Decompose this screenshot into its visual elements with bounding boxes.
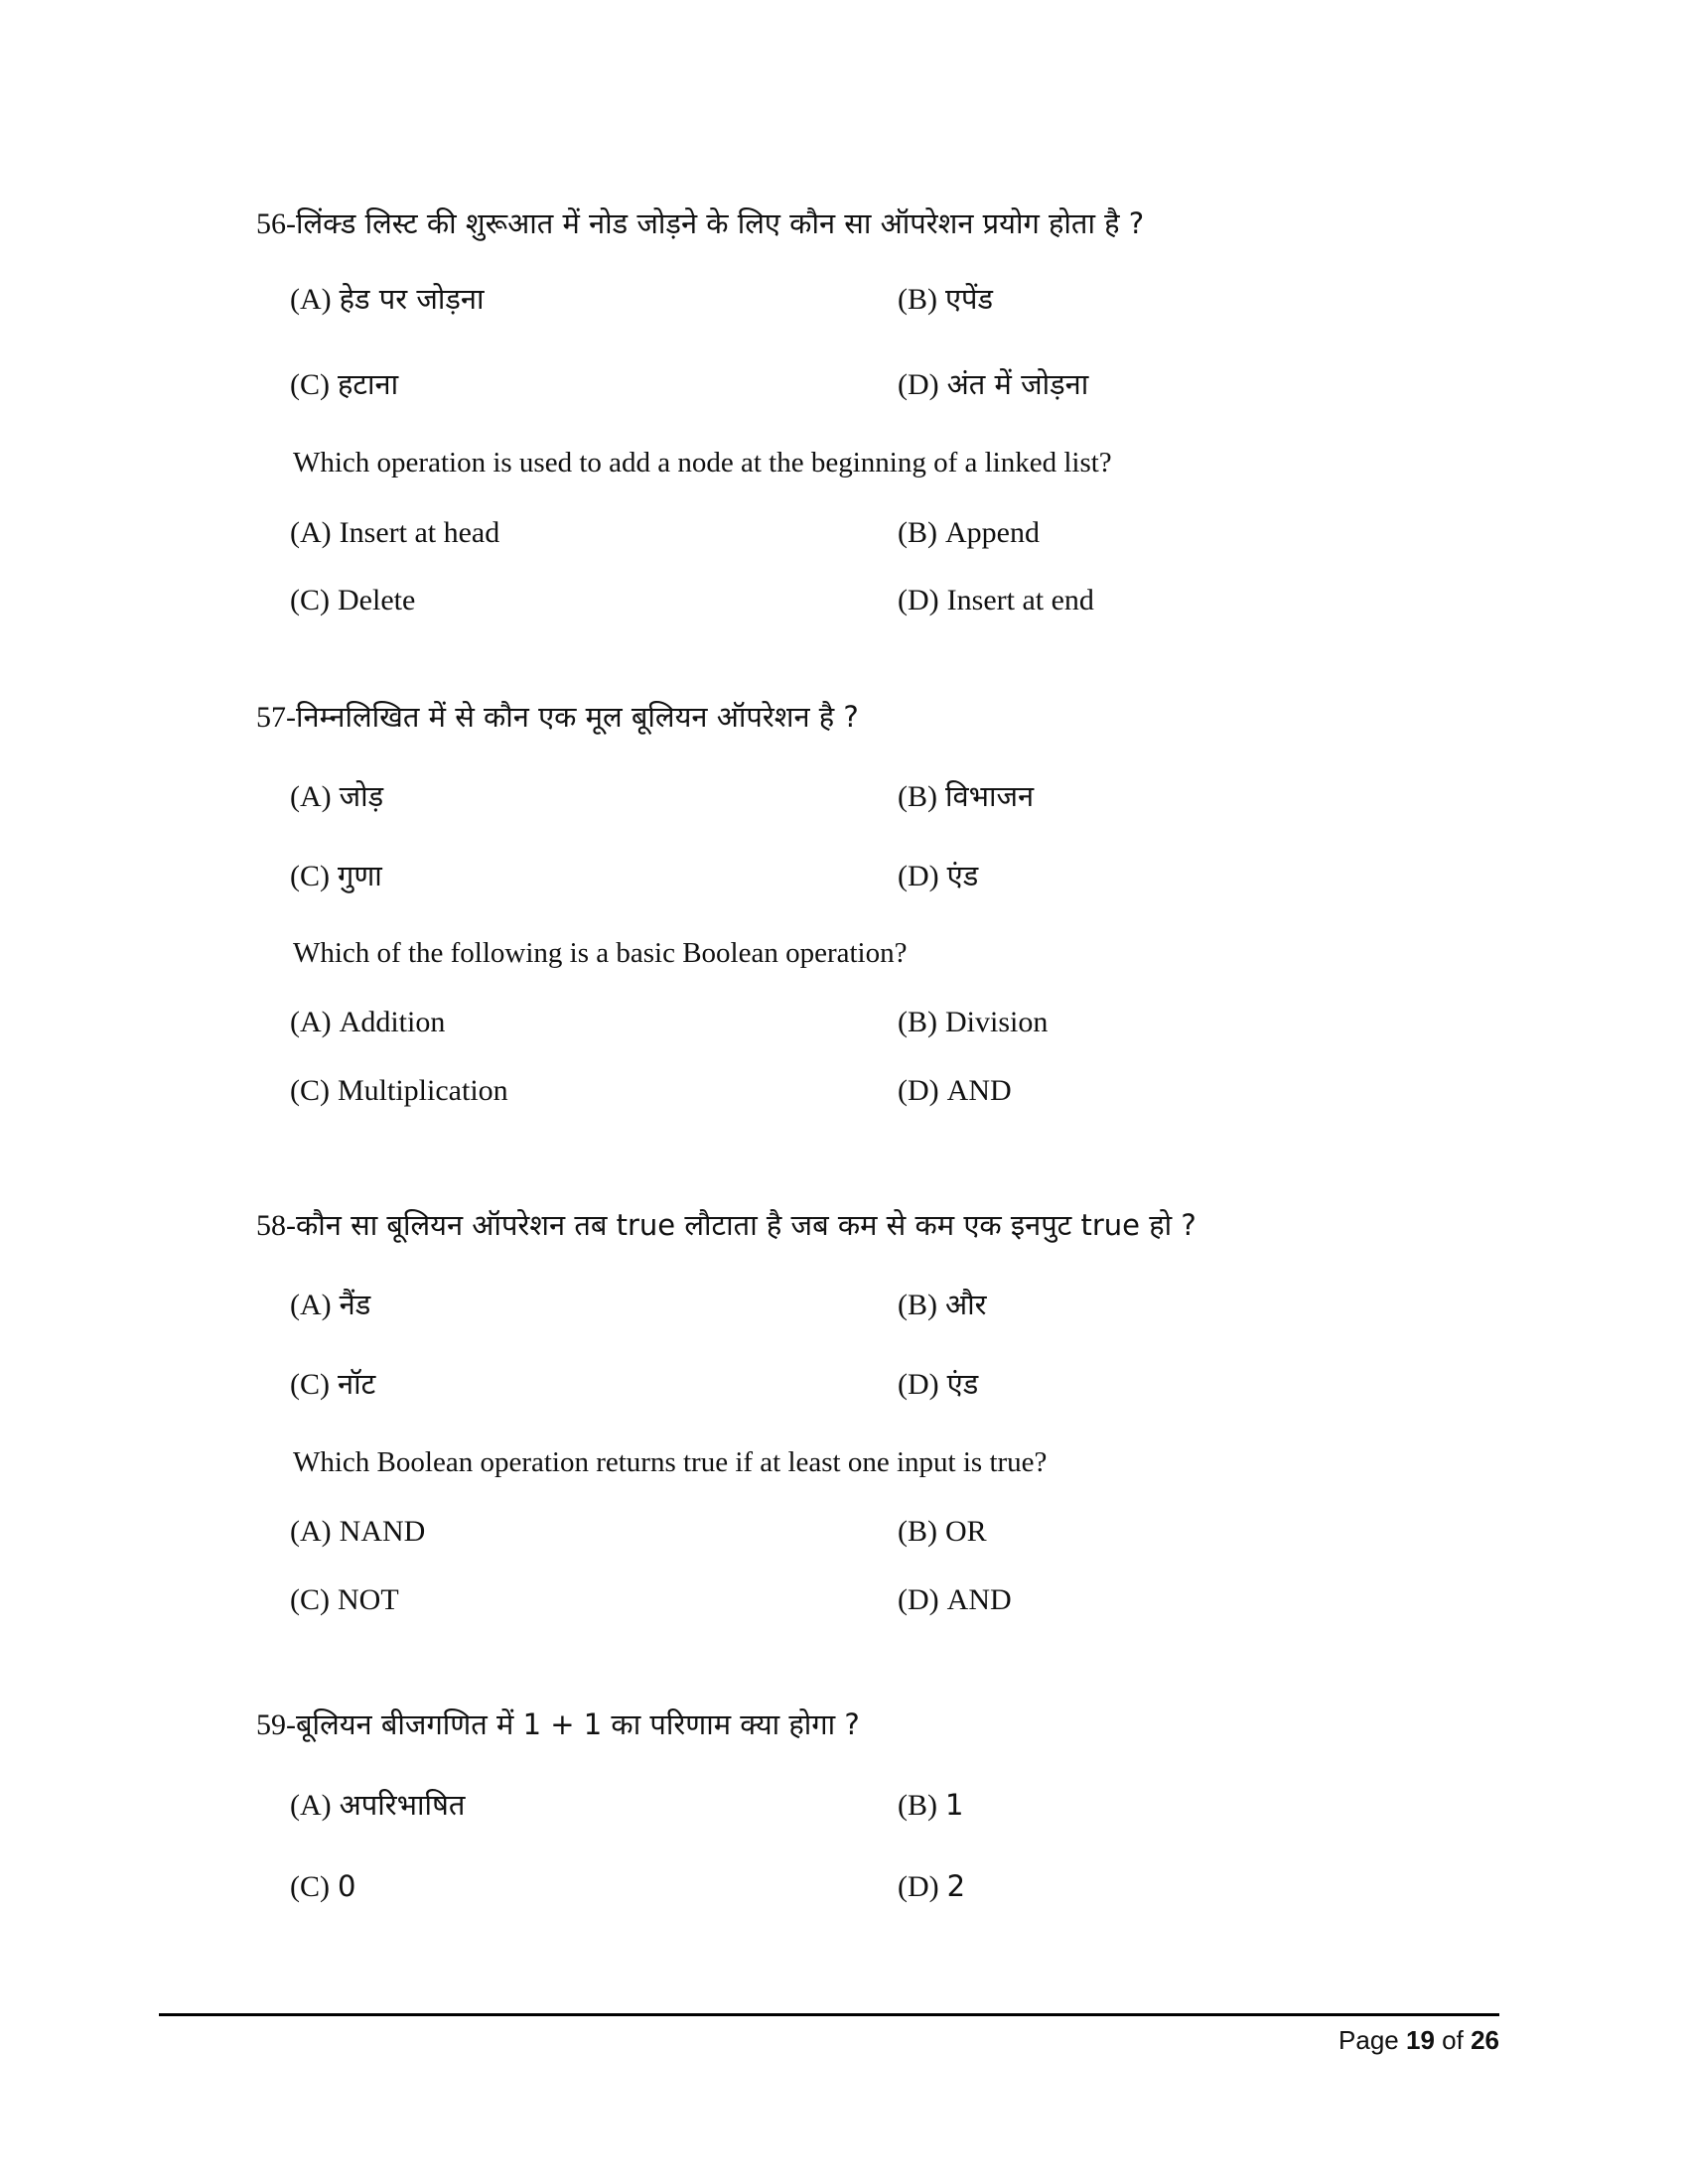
option-c [290,367,399,401]
page-total: 26 [1471,2025,1499,2055]
option-tag: (D) [898,584,939,616]
question-number: 57- [256,701,296,734]
option-tag: (C) [290,1368,330,1401]
option-tag: (B) [898,1289,937,1321]
option-text: 0 [338,1869,356,1903]
option-b [898,1288,987,1321]
option-text: NAND [339,1515,426,1548]
question-58 [256,1208,1196,1242]
option-text: 1 [945,1788,964,1822]
option-text: Addition [339,1006,446,1038]
option-text: नॉट [338,1367,376,1401]
question-59 [256,1707,860,1741]
page-number [1338,2025,1499,2056]
question-text-english: Which operation is used to add a node at the beginning of a linked list? [293,447,1112,478]
option-a [290,282,485,316]
option-text: गुणा [338,859,382,892]
option-text: OR [945,1515,987,1548]
option-tag: (A) [290,516,332,549]
option-c [290,859,382,892]
option-tag: (C) [290,584,330,616]
question-number: 59- [256,1708,296,1741]
option-c [290,1585,399,1615]
option-tag: (A) [290,780,332,813]
option-b [898,282,994,316]
footer-divider [159,2013,1499,2016]
option-d [898,586,1094,615]
question-text-hindi: निम्नलिखित में से कौन एक मूल बूलियन ऑपरेशन है ? [296,700,859,734]
option-tag: (C) [290,1870,330,1903]
question-57 [256,700,859,734]
option-text: एंड [946,859,979,892]
option-a [290,518,499,548]
option-b [898,779,1035,813]
page-current: 19 [1406,2025,1435,2055]
option-b [898,518,1040,548]
option-text: अपरिभाषित [339,1788,466,1822]
option-tag: (C) [290,860,330,892]
option-tag: (D) [898,1368,939,1401]
option-text: Delete [338,584,416,616]
page-label: Page [1338,2025,1399,2055]
option-a [290,1008,445,1037]
option-text: AND [946,1074,1012,1107]
option-text: NOT [338,1583,399,1616]
question-56 [256,206,1145,240]
option-tag: (D) [898,1583,939,1616]
option-text: Insert at head [339,516,500,549]
question-text-hindi: बूलियन बीजगणित में 1 + 1 का परिणाम क्या होगा ? [296,1707,860,1741]
option-tag: (A) [290,1789,332,1822]
option-text: एपेंड [945,282,994,316]
option-d [898,1869,966,1903]
option-tag: (B) [898,283,937,316]
option-c [290,1869,356,1903]
option-text: और [945,1288,987,1321]
option-d [898,1585,1012,1615]
option-text: जोड़ [339,779,384,813]
option-c [290,1076,508,1106]
option-b [898,1517,987,1547]
option-tag: (C) [290,1074,330,1107]
option-tag: (B) [898,780,937,813]
option-tag: (A) [290,1006,332,1038]
option-a [290,1788,466,1822]
option-tag: (A) [290,1289,332,1321]
option-tag: (B) [898,1515,937,1548]
option-d [898,1367,979,1401]
option-tag: (C) [290,368,330,401]
option-a [290,1517,425,1547]
option-d [898,1076,1012,1106]
option-tag: (C) [290,1583,330,1616]
option-text: Division [945,1006,1049,1038]
question-text-english: Which of the following is a basic Boolean operation? [293,937,908,969]
option-b [898,1008,1048,1037]
option-d [898,367,1089,401]
option-tag: (D) [898,1870,939,1903]
option-tag: (D) [898,860,939,892]
question-text-hindi: कौन सा बूलियन ऑपरेशन तब true लौटाता है जब कम से कम एक इनपुट true हो ? [296,1208,1196,1242]
option-c [290,1367,376,1401]
of-label: of [1442,2025,1464,2055]
option-tag: (A) [290,1515,332,1548]
option-text: Append [945,516,1040,549]
question-number: 56- [256,207,296,240]
option-d [898,859,979,892]
question-number: 58- [256,1209,296,1242]
option-text: नैंड [339,1288,371,1321]
option-text: एंड [946,1367,979,1401]
option-tag: (B) [898,516,937,549]
option-tag: (D) [898,1074,939,1107]
option-tag: (A) [290,283,332,316]
option-tag: (B) [898,1789,937,1822]
option-text: Insert at end [946,584,1094,616]
option-text: अंत में जोड़ना [946,367,1089,401]
option-text: हेड पर जोड़ना [339,282,485,316]
option-c [290,586,415,615]
option-text: Multiplication [338,1074,508,1107]
question-text-english: Which Boolean operation returns true if at least one input is true? [293,1446,1048,1478]
option-a [290,779,384,813]
option-text: 2 [946,1869,966,1903]
question-text-hindi: लिंक्ड लिस्ट की शुरूआत में नोड जोड़ने के लिए कौन सा ऑपरेशन प्रयोग होता है ? [296,206,1145,240]
option-text: AND [946,1583,1012,1616]
option-a [290,1288,371,1321]
option-b [898,1788,964,1822]
option-tag: (B) [898,1006,937,1038]
option-text: विभाजन [945,779,1035,813]
option-text: हटाना [338,367,399,401]
option-tag: (D) [898,368,939,401]
